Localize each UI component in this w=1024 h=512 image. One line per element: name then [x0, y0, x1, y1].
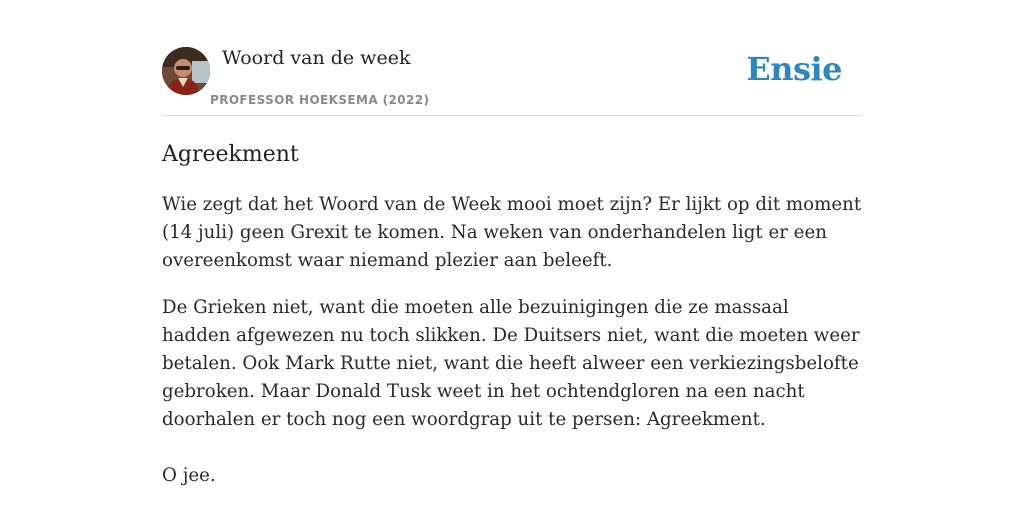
article-paragraph: O jee.: [162, 465, 216, 486]
author-avatar[interactable]: [162, 47, 210, 95]
author-name[interactable]: PROFESSOR HOEKSEMA (2022): [210, 93, 430, 107]
article-body: [162, 139, 862, 509]
article-paragraph: Wie zegt dat het Woord van de Week mooi moet zijn? Er lijkt op dit moment (14 juli) geen Grexit te komen. Na weken van onderhandelen ligt er een overeenkomst waar niemand plezier aan beleeft.: [162, 194, 862, 271]
article-paragraph: De Grieken niet, want die moeten alle bezuinigingen die ze massaal hadden afgewezen nu toch slikken. De Duitsers niet, want die moeten weer betalen. Ook Mark Rutte niet, want die heeft alweer een verkiezingsbelofte gebroken. Maar Donald Tusk weet in het ochtendgloren na een nacht doorhalen er toch nog een woordgrap uit te persen: Agreekment.: [162, 297, 860, 430]
avatar-photo-icon: [162, 47, 210, 95]
article-header: [162, 45, 862, 116]
brand-logo[interactable]: Ensie: [746, 50, 842, 88]
section-title[interactable]: Woord van de week: [222, 47, 411, 69]
article-title: Agreekment: [162, 142, 299, 167]
